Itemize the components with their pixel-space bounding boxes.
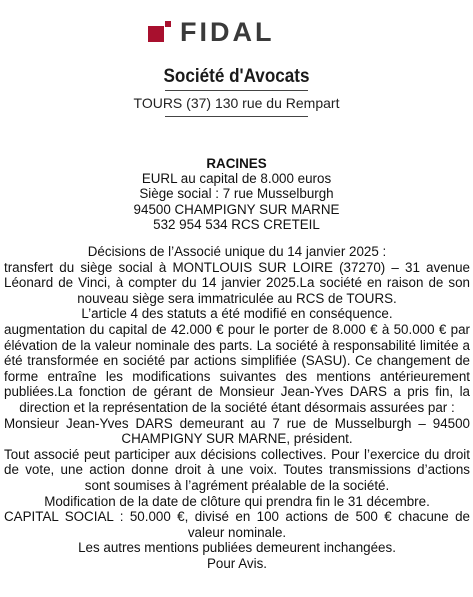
firm-address: TOURS (37) 130 rue du Rempart	[133, 95, 340, 111]
divider-top	[165, 90, 308, 91]
president-paragraph: Monsieur Jean-Yves DARS demeurant au 7 rue de Musselburgh – 94500 CHAMPIGNY SUR MARNE, président.	[4, 415, 470, 447]
company-capital: EURL au capital de 8.000 euros	[141, 171, 332, 187]
closing-date-paragraph: Modification de la date de clôture qui prendra fin le 31 décembre.	[44, 493, 430, 509]
transfer-paragraph: transfert du siège social à MONTLOUIS SUR LOIRE (37270) – 31 avenue Léonard de Vinci, à compter du 14 janvier 2025.La société en raison de son nouveau siège sera immatriculée au RCS de TOURS.	[4, 259, 470, 306]
logo-text: FIDAL	[180, 16, 275, 47]
share-capital-paragraph: CAPITAL SOCIAL : 50.000 €, divisé en 100 actions de 500 € chacune de valeur nominale.	[4, 509, 470, 540]
article-paragraph: L’article 4 des statuts a été modifié en conséquence.	[81, 306, 393, 322]
pour-avis: Pour Avis.	[206, 555, 268, 571]
decision-intro: Décisions de l’Associé unique du 14 janvier 2025 :	[87, 244, 387, 259]
company-city: 94500 CHAMPIGNY SUR MARNE	[133, 201, 340, 217]
divider-bottom	[165, 116, 308, 117]
firm-subtitle: Société d'Avocats	[163, 66, 310, 87]
company-block	[0, 156, 473, 232]
fidal-logo	[148, 16, 274, 48]
voting-paragraph: Tout associé peut participer aux décisions collectives. Pour l’exercice du droit de vote, une action donne droit à une voix. Toutes transmissions d’actions sont soumises à l’agrément préalable de la société.	[4, 446, 470, 493]
company-name: RACINES	[206, 156, 267, 171]
capital-increase-paragraph: augmentation du capital de 42.000 € pour le porter de 8.000 € à 50.000 € par élévation de la valeur nominale des parts. La société à responsabilité limitée a été transformée en société par actions simplifiée (SASU). Ce changement de forme entraîne les modifications suivantes des mentions antérieurement publiées.La fonction de gérant de Monsieur Jean-Yves DARS a pris fin, la direction et la représentation de la société étant désormais assurées par :	[4, 321, 470, 415]
notice-body	[4, 244, 470, 571]
company-rcs: 532 954 534 RCS CRETEIL	[153, 216, 320, 232]
logo-mark-icon	[148, 21, 170, 43]
other-mentions-paragraph: Les autres mentions publiées demeurent inchangées.	[78, 540, 396, 556]
company-seat: Siège social : 7 rue Musselburgh	[139, 186, 334, 202]
